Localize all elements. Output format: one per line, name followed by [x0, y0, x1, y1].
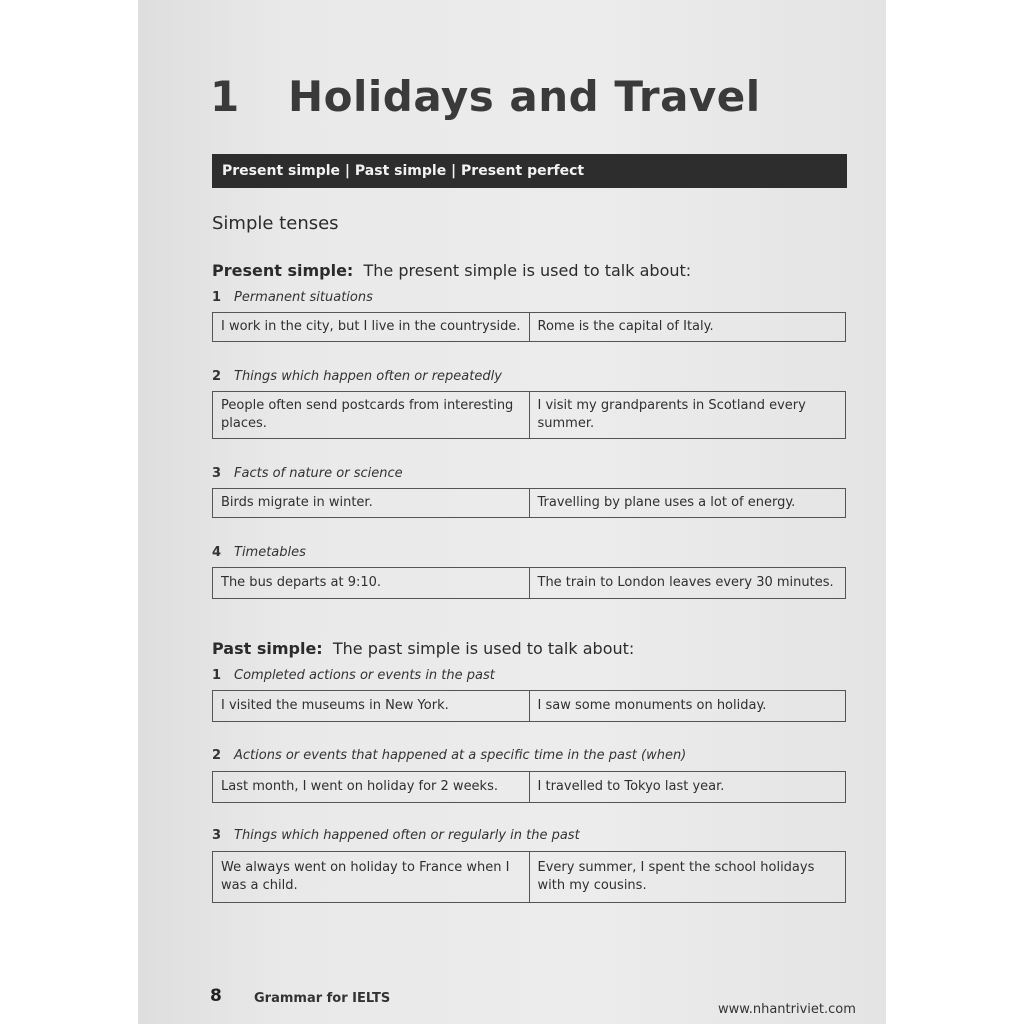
example-cell: The train to London leaves every 30 minutes. [529, 568, 846, 598]
example-row [212, 690, 846, 722]
example-cell: People often send postcards from interesting places. [221, 398, 514, 431]
background-right [886, 0, 1024, 1024]
chapter-name: Holidays and Travel [288, 72, 761, 121]
usage-label: Facts of nature or science [234, 466, 403, 481]
topic-banner: Present simple | Past simple | Present perfect [212, 154, 847, 188]
example-row [212, 312, 846, 342]
usage-label: Timetables [234, 545, 306, 560]
usage-label: Things which happen often or repeatedly [234, 369, 502, 384]
usage-title [212, 369, 502, 384]
example-row [212, 771, 846, 803]
example-cell: I visit my grandparents in Scotland every summer. [529, 392, 846, 438]
usage-number: 3 [212, 466, 222, 481]
past-simple-label: Past simple: [212, 639, 323, 658]
present-simple-heading [212, 261, 691, 280]
background-left [0, 0, 138, 1024]
usage-number: 1 [212, 668, 222, 683]
past-simple-intro: The past simple is used to talk about: [332, 639, 635, 658]
example-cell: Rome is the capital of Italy. [529, 313, 846, 341]
usage-label: Permanent situations [234, 290, 373, 305]
usage-number: 4 [212, 545, 222, 560]
example-cell: I visited the museums in New York. [221, 698, 449, 713]
book-title: Grammar for IELTS [254, 991, 391, 1006]
example-cell: We always went on holiday to France when I was a child. [221, 860, 510, 893]
example-cell: Birds migrate in winter. [221, 495, 373, 510]
chapter-title [210, 72, 761, 121]
book-page [138, 0, 886, 1024]
example-cell: I saw some monuments on holiday. [529, 691, 846, 721]
usage-number: 2 [212, 369, 222, 384]
usage-title [212, 668, 495, 683]
example-row [212, 391, 846, 439]
usage-title [212, 466, 403, 481]
usage-number: 3 [212, 828, 222, 843]
usage-label: Actions or events that happened at a specific time in the past (when) [234, 748, 687, 763]
usage-label: Things which happened often or regularly in the past [234, 828, 580, 843]
usage-number: 1 [212, 290, 222, 305]
example-cell: Every summer, I spent the school holidays with my cousins. [529, 852, 846, 902]
example-row [212, 851, 846, 903]
present-simple-label: Present simple: [212, 261, 354, 280]
example-cell: Travelling by plane uses a lot of energy. [529, 489, 846, 517]
chapter-number: 1 [210, 72, 240, 121]
usage-title [212, 828, 580, 843]
present-simple-intro: The present simple is used to talk about: [363, 261, 692, 280]
usage-title [212, 748, 686, 763]
example-cell: I travelled to Tokyo last year. [529, 772, 846, 802]
example-row [212, 488, 846, 518]
example-cell: Last month, I went on holiday for 2 weeks. [221, 779, 498, 794]
past-simple-heading [212, 639, 634, 658]
example-cell: The bus departs at 9:10. [221, 575, 382, 590]
usage-title [212, 290, 373, 305]
page-number: 8 [210, 986, 222, 1006]
website-link: www.nhantriviet.com [718, 1002, 856, 1017]
usage-label: Completed actions or events in the past [234, 668, 495, 683]
usage-number: 2 [212, 748, 222, 763]
example-row [212, 567, 846, 599]
example-cell: I work in the city, but I live in the countryside. [221, 319, 521, 334]
usage-title [212, 545, 306, 560]
section-title: Simple tenses [212, 213, 339, 234]
